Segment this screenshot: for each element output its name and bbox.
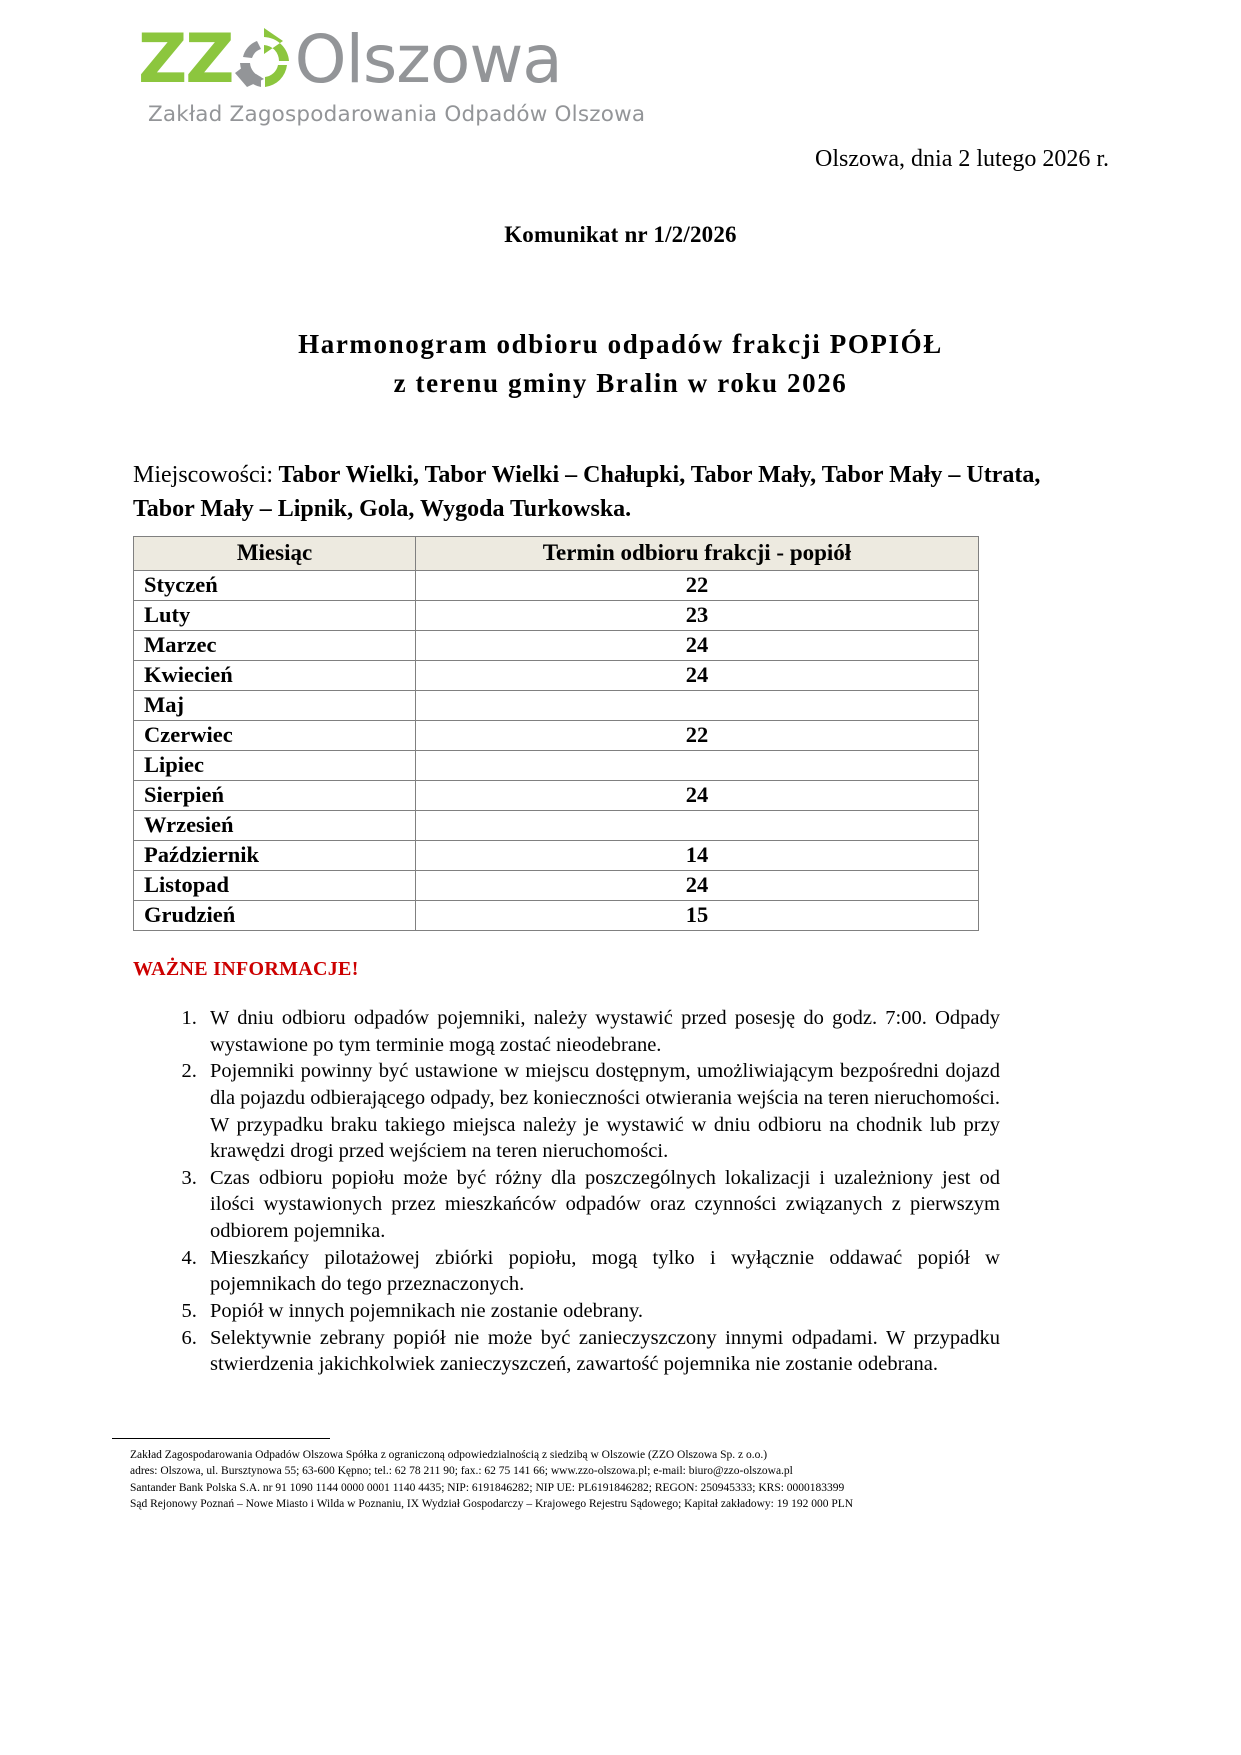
cell-date: 23 xyxy=(416,601,979,631)
table-row xyxy=(134,661,979,691)
page-title-line-2: z terenu gminy Bralin w roku 2026 xyxy=(393,368,848,399)
list-item: 5. Popiół w innych pojemnikach nie zostanie odebrany. xyxy=(202,1298,1000,1325)
bulletin-number: Komunikat nr 1/2/2026 xyxy=(504,222,737,247)
column-header-date: Termin odbioru frakcji - popiół xyxy=(416,537,979,571)
cell-month: Kwiecień xyxy=(134,661,416,691)
cell-month: Lipiec xyxy=(134,751,416,781)
schedule-table-wrapper xyxy=(133,536,978,931)
logo-wordmark: Olszowa xyxy=(294,21,562,98)
cell-month: Listopad xyxy=(134,871,416,901)
footer-legal-info xyxy=(130,1447,1030,1512)
table-row xyxy=(134,871,979,901)
document-date: Olszowa, dnia 2 lutego 2026 r. xyxy=(815,146,1109,172)
footer-divider xyxy=(112,1438,330,1439)
table-row xyxy=(134,751,979,781)
cell-date: 22 xyxy=(416,721,979,751)
cell-month: Październik xyxy=(134,841,416,871)
footer-line-2: adres: Olszowa, ul. Bursztynowa 55; 63-600 Kępno; tel.: 62 78 211 90; fax.: 62 75 141 66; www.zzo-olszowa.pl; e-mail: biuro@zzo-olszowa.pl xyxy=(130,1465,793,1478)
localities-paragraph xyxy=(133,458,1093,526)
cell-date: 24 xyxy=(416,871,979,901)
cell-month: Grudzień xyxy=(134,901,416,931)
cell-month: Wrzesień xyxy=(134,811,416,841)
footer-line-3: Santander Bank Polska S.A. nr 91 1090 1144 0000 0001 1140 4435; NIP: 6191846282; NIP UE: PL6191846282; REGON: 250945333; KRS: 0000183399 xyxy=(130,1481,845,1494)
list-item: 6. Selektywnie zebrany popiół nie może być zanieczyszczony innymi odpadami. W przypadku stwierdzenia jakichkolwiek zanieczyszczeń, zawartość pojemnika nie zostanie odebrana. xyxy=(202,1325,1000,1378)
footer-line-4: Sąd Rejonowy Poznań – Nowe Miasto i Wilda w Poznaniu, IX Wydział Gospodarczy – Krajowego Rejestru Sądowego; Kapitał zakładowy: 19 192 000 PLN xyxy=(130,1497,854,1510)
cell-date xyxy=(416,751,979,781)
table-row xyxy=(134,601,979,631)
column-header-month: Miesiąc xyxy=(134,537,416,571)
company-logo xyxy=(138,20,646,134)
important-info-heading: WAŻNE INFORMACJE! xyxy=(133,958,359,980)
schedule-table xyxy=(133,536,979,931)
logo-tagline: Zakład Zagospodarowania Odpadów Olszowa xyxy=(148,102,646,127)
list-item: 3. Czas odbioru popiołu może być różny dla poszczególnych lokalizacji i uzależniony jest od ilości wystawionych przez mieszkańców odpadów oraz czynności związanych z pierwszym odbiorem pojemnika. xyxy=(202,1165,1000,1245)
table-row xyxy=(134,901,979,931)
cell-month: Marzec xyxy=(134,631,416,661)
cell-month: Luty xyxy=(134,601,416,631)
cell-date xyxy=(416,811,979,841)
logo-row xyxy=(138,22,608,98)
table-row xyxy=(134,571,979,601)
important-info-list xyxy=(162,1005,1000,1378)
cell-date xyxy=(416,691,979,721)
list-item: 2. Pojemniki powinny być ustawione w miejscu dostępnym, umożliwiającym bezpośredni dojazd dla pojazdu odbierającego odpady, bez konieczności otwierania wejścia na teren nieruchomości. W przypadku braku takiego miejsca należy je wystawić w dniu odbioru na chodnik lub przy krawędzi drogi przed wejściem na teren nieruchomości. xyxy=(202,1058,1000,1165)
list-item: 1. W dniu odbioru odpadów pojemniki, należy wystawić przed posesję do godz. 7:00. Odpady wystawione po tym terminie mogą zostać nieodebrane. xyxy=(202,1005,1000,1058)
schedule-table-head xyxy=(134,537,979,571)
table-row xyxy=(134,781,979,811)
localities-names: Tabor Wielki, Tabor Wielki – Chałupki, Tabor Mały, Tabor Mały – Utrata, Tabor Mały – Lipnik, Gola, Wygoda Turkowska. xyxy=(133,462,1041,523)
recycling-arrows-icon xyxy=(231,27,297,93)
page-title xyxy=(0,325,1241,403)
cell-date: 14 xyxy=(416,841,979,871)
cell-month: Czerwiec xyxy=(134,721,416,751)
cell-month: Styczeń xyxy=(134,571,416,601)
page-title-line-1: Harmonogram odbioru odpadów frakcji POPIÓŁ xyxy=(298,329,943,359)
list-item: 4. Mieszkańcy pilotażowej zbiórki popiołu, mogą tylko i wyłącznie oddawać popiół w pojemnikach do tego przeznaczonych. xyxy=(202,1245,1000,1298)
schedule-table-body xyxy=(134,571,979,931)
table-row xyxy=(134,811,979,841)
cell-date: 24 xyxy=(416,661,979,691)
table-row xyxy=(134,841,979,871)
cell-date: 24 xyxy=(416,631,979,661)
cell-month: Maj xyxy=(134,691,416,721)
cell-date: 24 xyxy=(416,781,979,811)
localities-label: Miejscowości: xyxy=(133,462,273,488)
cell-date: 15 xyxy=(416,901,979,931)
table-row xyxy=(134,721,979,751)
footer-line-1: Zakład Zagospodarowania Odpadów Olszowa Spółka z ograniczoną odpowiedzialnością z siedzibą w Olszowie (ZZO Olszowa Sp. z o.o.) xyxy=(130,1449,768,1461)
cell-date: 22 xyxy=(416,571,979,601)
cell-month: Sierpień xyxy=(134,781,416,811)
table-row xyxy=(134,691,979,721)
logo-abbr: ZZ xyxy=(138,20,233,99)
table-row xyxy=(134,631,979,661)
table-header-row xyxy=(134,537,979,571)
